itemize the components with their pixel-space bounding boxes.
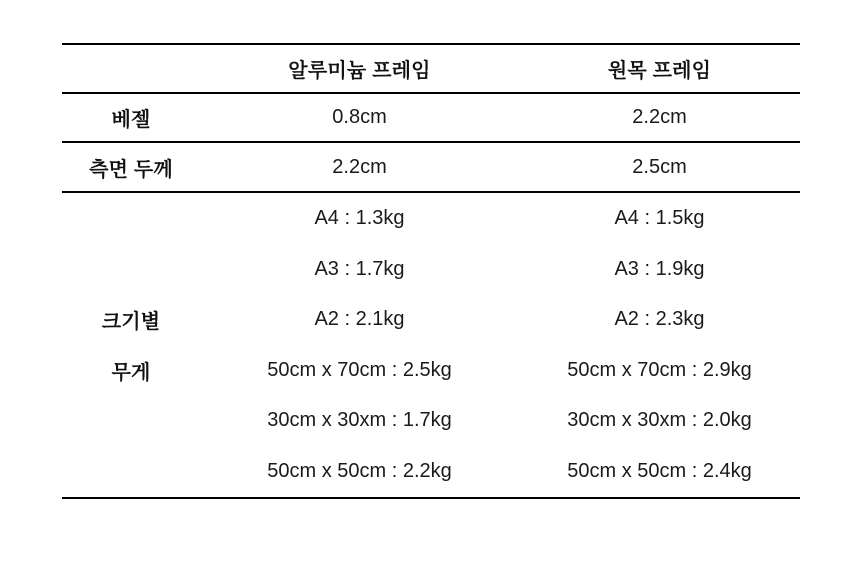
weight-aluminum-a2: A2 : 2.1kg bbox=[314, 308, 405, 331]
weight-wood-a4: A4 : 1.5kg bbox=[614, 207, 705, 230]
header-empty-cell bbox=[62, 45, 200, 92]
header-wood-frame: 원목 프레임 bbox=[607, 60, 712, 82]
weight-wood-30x30: 30cm x 30xm : 2.0kg bbox=[567, 409, 752, 432]
weight-aluminum-a4: A4 : 1.3kg bbox=[314, 207, 405, 230]
side-thickness-wood-value: 2.5cm bbox=[632, 155, 687, 178]
row-label-weight-by-size bbox=[62, 193, 200, 497]
weight-aluminum-30x30: 30cm x 30xm : 1.7kg bbox=[267, 409, 452, 432]
weight-aluminum-values bbox=[200, 193, 519, 497]
table-row-bezel bbox=[62, 94, 800, 143]
table-row-side-thickness bbox=[62, 143, 800, 193]
row-label-weight-line-1: 크기별 bbox=[101, 311, 161, 334]
row-label-side-thickness: 측면 두께 bbox=[89, 158, 173, 181]
row-label-weight-line-2: 무게 bbox=[111, 361, 151, 384]
weight-aluminum-50x70: 50cm x 70cm : 2.5kg bbox=[267, 358, 452, 381]
side-thickness-aluminum-value: 2.2cm bbox=[332, 155, 387, 178]
weight-wood-a3: A3 : 1.9kg bbox=[614, 257, 705, 280]
row-label-bezel: 베젤 bbox=[111, 109, 151, 131]
bezel-aluminum-value: 0.8cm bbox=[332, 106, 387, 128]
bezel-wood-value: 2.2cm bbox=[632, 106, 687, 128]
header-aluminum-frame: 알루미늄 프레임 bbox=[288, 60, 431, 82]
weight-wood-a2: A2 : 2.3kg bbox=[614, 308, 705, 331]
weight-wood-values bbox=[519, 193, 800, 497]
frame-spec-table bbox=[62, 43, 800, 499]
table-header-row bbox=[62, 45, 800, 94]
table-row-weight-by-size bbox=[62, 193, 800, 499]
weight-wood-50x70: 50cm x 70cm : 2.9kg bbox=[567, 358, 752, 381]
weight-aluminum-a3: A3 : 1.7kg bbox=[314, 257, 405, 280]
weight-wood-50x50: 50cm x 50cm : 2.4kg bbox=[567, 459, 752, 482]
weight-aluminum-50x50: 50cm x 50cm : 2.2kg bbox=[267, 459, 452, 482]
